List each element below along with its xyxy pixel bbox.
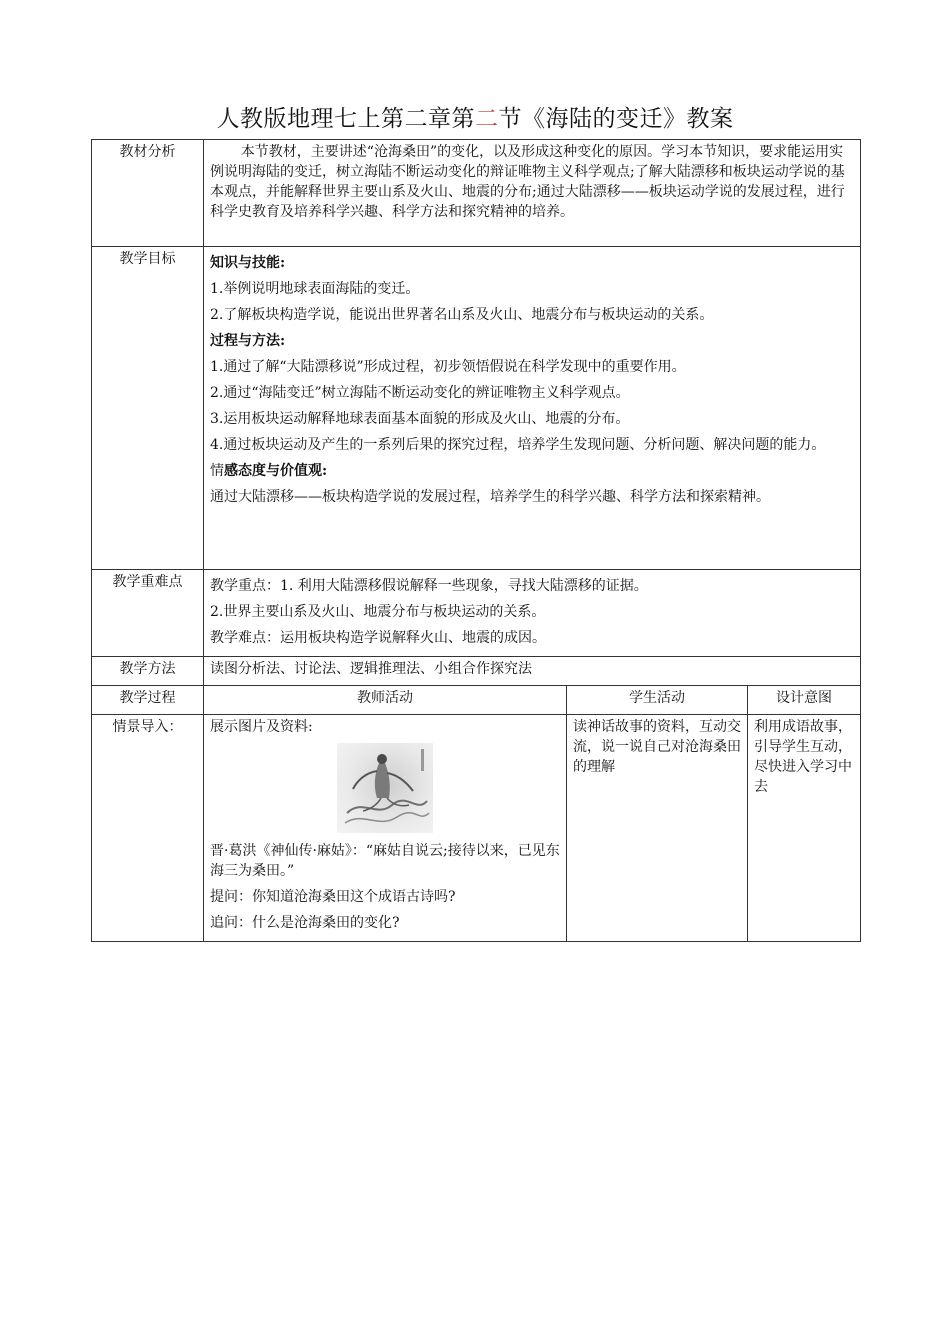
key-points-label: 教学重难点	[92, 570, 204, 657]
goals-label: 教学目标	[92, 247, 204, 570]
process-item: 3.运用板块运动解释地球表面基本面貌的形成及火山、地震的分布。	[210, 411, 630, 427]
key-point-line: 教学重点：1. 利用大陆漂移假说解释一些现象，寻找大陆漂移的证据。	[210, 578, 648, 594]
key-point-line: 2.世界主要山系及火山、地震分布与板块运动的关系。	[210, 604, 546, 620]
emotion-text: 通过大陆漂移——板块构造学说的发展过程，培养学生的科学兴趣、科学方法和探索精神。	[210, 489, 770, 505]
intro-label: 情景导入：	[92, 715, 204, 942]
process-item: 1.通过了解“大陆漂移说”形成过程，初步领悟假说在科学发现中的重要作用。	[210, 359, 686, 375]
emotion-heading-line	[210, 461, 854, 481]
teacher-show-text: 展示图片及资料:	[210, 719, 313, 735]
lesson-plan-table	[91, 139, 861, 942]
method-label: 教学方法	[92, 657, 204, 686]
key-points-row	[92, 570, 861, 657]
intro-design-intent: 利用成语故事，引导学生互动，尽快进入学习中去	[748, 715, 861, 942]
intro-student-activity: 读神话故事的资料，互动交流，说一说自己对沧海桑田的理解	[567, 715, 748, 942]
process-item: 2.通过“海陆变迁”树立海陆不断运动变化的辨证唯物主义科学观点。	[210, 385, 630, 401]
analysis-text: 本节教材，主要讲述“沧海桑田”的变化，以及形成这种变化的原因。学习本节知识，要求能运用实例说明海陆的变迁，树立海陆不断运动变化的辩证唯物主义科学观点;了解大陆漂移和板块运动学说的基本观点，并能解释世界主要山系及火山、地震的分布;通过大陆漂移——板块运动学说的发展过程，进行科学史教育及培养科学兴趣、科学方法和探究精神的培养。	[210, 144, 845, 220]
header-process: 教学过程	[92, 686, 204, 715]
header-teacher: 教师活动	[204, 686, 567, 715]
magu-painting-image	[337, 743, 433, 833]
page-title	[0, 100, 950, 133]
analysis-row	[92, 140, 861, 247]
title-text-highlight: 二	[475, 106, 499, 132]
followup-question-text: 追问：什么是沧海桑田的变化?	[210, 915, 400, 931]
header-student: 学生活动	[567, 686, 748, 715]
emotion-heading: 感态度与价值观:	[224, 463, 328, 479]
method-text: 读图分析法、讨论法、逻辑推理法、小组合作探究法	[204, 657, 861, 686]
process-header-row	[92, 686, 861, 715]
quote-text: 晋·葛洪《神仙传·麻姑》：“麻姑自说云;接待以来，已见东海三为桑田。”	[210, 843, 560, 879]
knowledge-item: 2.了解板块构造学说，能说出世界著名山系及火山、地震分布与板块运动的关系。	[210, 307, 714, 323]
header-intent: 设计意图	[748, 686, 861, 715]
key-point-line: 教学难点：运用板块构造学说解释火山、地震的成因。	[210, 630, 546, 646]
title-text-after: 节《海陆的变迁》教案	[498, 106, 734, 132]
key-points-content	[204, 570, 861, 657]
intro-row	[92, 715, 861, 942]
analysis-label: 教材分析	[92, 140, 204, 247]
title-text-before: 人教版地理七上第二章第	[216, 106, 475, 132]
magu-figure-icon	[337, 743, 433, 833]
goals-content	[204, 247, 861, 570]
process-heading: 过程与方法:	[210, 333, 286, 349]
emotion-prefix: 情	[210, 463, 224, 479]
question-text: 提问：你知道沧海桑田这个成语古诗吗?	[210, 889, 456, 905]
knowledge-item: 1.举例说明地球表面海陆的变迁。	[210, 281, 420, 297]
knowledge-heading: 知识与技能:	[210, 255, 286, 271]
analysis-content	[204, 140, 861, 247]
process-item: 4.通过板块运动及产生的一系列后果的探究过程，培养学生发现问题、分析问题、解决问题的能力。	[210, 437, 826, 453]
method-row	[92, 657, 861, 686]
goals-row	[92, 247, 861, 570]
intro-teacher-activity	[204, 715, 567, 942]
